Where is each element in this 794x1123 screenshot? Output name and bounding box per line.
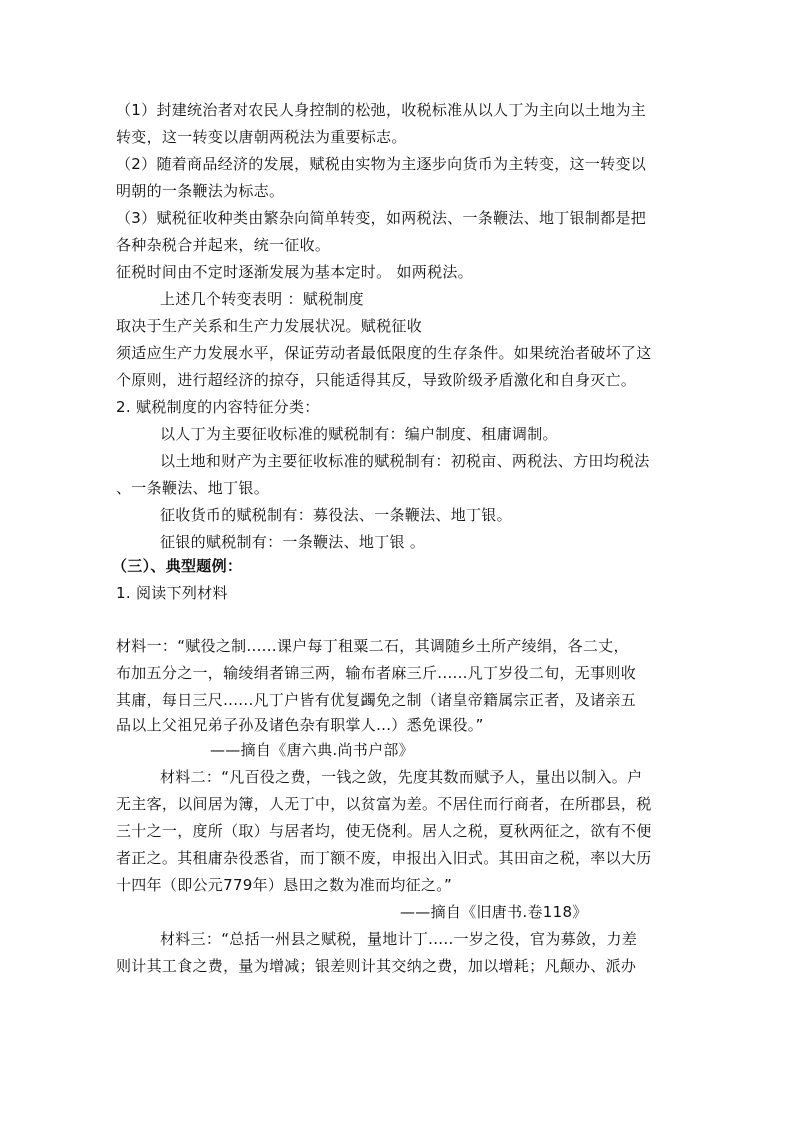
text-line: 须适应生产力发展水平，保证劳动者最低限度的生存条件。如果统治者破坏了这	[116, 344, 652, 362]
text-line: 无主客，以间居为簿，人无丁中，以贫富为差。不居住而行商者，在所郡县，税	[116, 795, 652, 813]
text-line: 转变，这一转变以唐朝两税法为重要标志。	[116, 128, 407, 146]
text-line: 征税时间由不定时逐渐发展为基本定时。 如两税法。	[116, 263, 473, 281]
text-line: 品以上父祖兄弟子孙及诸色杂有职掌人...）悉免课役。”	[116, 716, 484, 734]
section-heading: 2. 赋税制度的内容特征分类：	[116, 398, 320, 416]
text-line: 个原则，进行超经济的掠夺，只能适得其反，导致阶级矛盾激化和自身灭亡。	[116, 371, 637, 389]
text-line: 材料二：“凡百役之费，一钱之敛，先度其数而赋予人，量出以制入。户	[160, 768, 643, 786]
text-line: 征收货币的赋税制有：募役法、一条鞭法、地丁银。	[160, 506, 512, 524]
section-heading: （三）、典型题例：	[112, 557, 243, 575]
text-line: 、一条鞭法、地丁银。	[116, 479, 270, 497]
text-line: 以土地和财产为主要征收标准的赋税制有：初税亩、两税法、方田均税法	[160, 452, 650, 470]
text-line: 明朝的一条鞭法为标志。	[116, 182, 285, 200]
text-line: 者正之。其租庸杂役悉省，而丁额不废，申报出入旧式。其田亩之税，率以大历	[116, 849, 652, 867]
citation: ——摘自《旧唐书.卷118》	[400, 903, 588, 921]
question-heading: 1. 阅读下列材料	[116, 584, 228, 602]
text-line: 取决于生产关系和生产力发展状况。赋税征收	[116, 317, 423, 335]
text-line: 征银的赋税制有：一条鞭法、地丁银 。	[160, 533, 426, 551]
text-line: 各种杂税合并起来，统一征收。	[116, 236, 331, 254]
text-line: 其庸，每日三尺......凡丁户皆有优复蠲免之制（诸皇帝籍属宗正者，及诸亲五	[116, 691, 637, 709]
text-line: 十四年（即公元779年）恳田之数为准而均征之。”	[116, 876, 453, 894]
text-line: 以人丁为主要征收标准的赋税制有：编户制度、租庸调制。	[160, 425, 558, 443]
citation: ——摘自《唐六典.尚书户部》	[210, 741, 414, 759]
text-line: 上述几个转变表明 ：赋税制度	[160, 290, 364, 308]
text-line: 材料一：“赋役之制......课户每丁租粟二石，其调随乡土所产绫绢，各二丈，	[116, 637, 629, 655]
text-line: 三十之一，度所（取）与居者均，使无侥利。居人之税，夏秋两征之，欲有不便	[116, 822, 652, 840]
text-line: 布加五分之一，输绫绢者锦三两，输布者麻三斤......凡丁岁役二旬，无事则收	[116, 664, 637, 682]
text-line: 则计其工食之费，量为增减；银差则计其交纳之费，加以增耗；凡颠办、派办	[116, 957, 637, 975]
text-line: （2）随着商品经济的发展，赋税由实物为主逐步向货币为主转变，这一转变以	[116, 155, 647, 173]
text-line: （1）封建统治者对农民人身控制的松弛，收税标准从以人丁为主向以土地为主	[116, 101, 647, 119]
text-line: （3）赋税征收种类由繁杂向简单转变，如两税法、一条鞭法、地丁银制都是把	[116, 209, 647, 227]
text-line: 材料三：“总括一州县之赋税，量地计丁.....一岁之役，官为募敛，力差	[160, 930, 638, 948]
